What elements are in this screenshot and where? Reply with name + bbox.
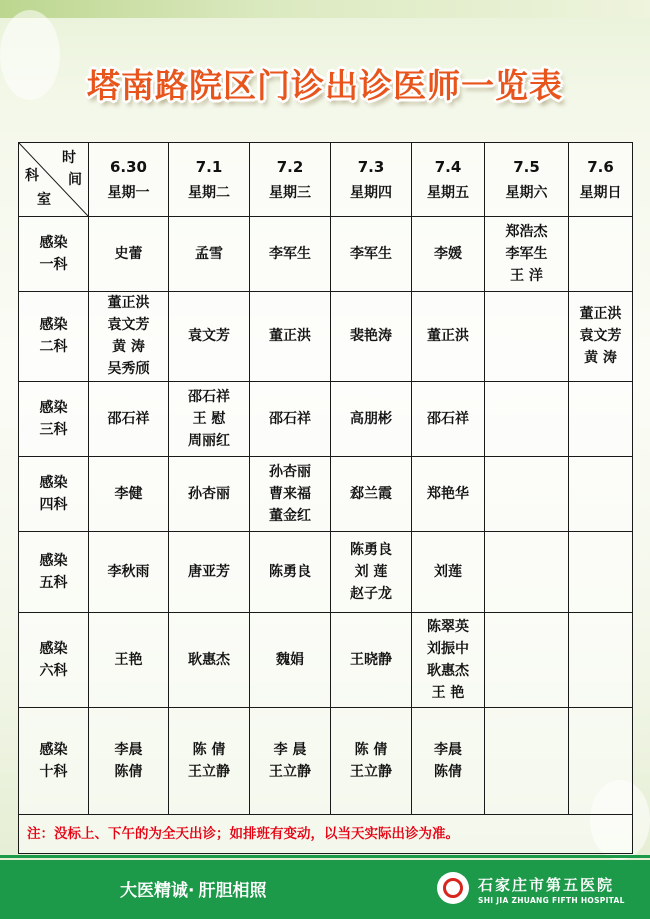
schedule-cell	[89, 291, 169, 381]
doctor-name: 李晨	[114, 741, 143, 758]
schedule-cell	[569, 707, 633, 814]
doctor-name: 曹来福	[269, 485, 311, 502]
schedule-cell	[569, 531, 633, 612]
doctor-name: 王 洋	[510, 267, 543, 284]
schedule-cell	[250, 531, 331, 612]
doctor-name: 李军生	[269, 245, 311, 262]
dept-label: 十科	[39, 763, 68, 780]
table-row	[19, 531, 633, 612]
schedule-cell	[331, 381, 412, 456]
dept-label: 四科	[39, 496, 68, 513]
schedule-cell	[169, 531, 250, 612]
hospital-name-en: SHI JIA ZHUANG FIFTH HOSPITAL	[478, 896, 625, 905]
doctor-name: 史蕾	[114, 245, 143, 262]
schedule-cell	[331, 291, 412, 381]
schedule-cell	[250, 217, 331, 292]
doctor-name: 陈翠英	[427, 618, 469, 635]
schedule-cell	[89, 456, 169, 531]
doctor-name: 邵石祥	[107, 410, 150, 427]
doctor-name: 董金红	[269, 507, 311, 524]
footer-slogan	[120, 876, 266, 901]
schedule-cell	[250, 612, 331, 707]
schedule-cell	[169, 217, 250, 292]
doctor-name: 陈 倩	[192, 741, 226, 758]
doctor-name: 耿惠杰	[188, 651, 230, 668]
corner-jian-label: 间	[68, 172, 82, 188]
doctor-name: 邵石祥	[269, 410, 311, 427]
doctor-name: 周丽红	[188, 432, 230, 449]
schedule-cell	[331, 612, 412, 707]
doctor-name: 郑艳华	[427, 485, 469, 502]
doctor-name: 陈勇良	[269, 563, 311, 580]
schedule-cell	[485, 531, 569, 612]
dept-label: 感染	[39, 474, 68, 491]
schedule-note: 注：没标上、下午的为全天出诊；如排班有变动，以当天实际出诊为准。	[19, 815, 633, 854]
dept-label: 感染	[39, 640, 68, 657]
doctor-name: 李晨	[434, 741, 462, 758]
dept-cell	[19, 291, 89, 381]
doctor-name: 刘 莲	[354, 563, 388, 580]
schedule-cell	[485, 707, 569, 814]
schedule-cell	[169, 381, 250, 456]
schedule-cell	[485, 612, 569, 707]
page-title: 塔南路院区门诊出诊医师一览表	[87, 66, 563, 105]
schedule-cell	[569, 291, 633, 381]
doctor-name: 吴秀颀	[107, 361, 150, 378]
doctor-name: 董正洪	[579, 306, 622, 323]
doctor-name: 赵子龙	[350, 585, 392, 602]
doctor-name: 黄 涛	[584, 350, 617, 367]
dept-label: 三科	[39, 421, 68, 438]
schedule-table	[18, 142, 633, 854]
schedule-cell	[485, 456, 569, 531]
schedule-cell	[331, 217, 412, 292]
doctor-name: 李媛	[434, 245, 462, 262]
table-row	[19, 456, 633, 531]
schedule-cell	[412, 612, 485, 707]
doctor-name: 孟雪	[195, 245, 223, 262]
hospital-name-cn: 石家庄市第五医院	[478, 876, 615, 894]
doctor-name: 高朋彬	[350, 410, 392, 427]
slogan-part-a: 大医精诚	[120, 881, 188, 901]
dept-label: 一科	[39, 256, 68, 273]
schedule-cell	[331, 707, 412, 814]
schedule-cell	[89, 381, 169, 456]
doctor-name: 王艳	[114, 651, 143, 668]
doctor-name: 陈勇良	[350, 541, 392, 558]
dept-label: 感染	[39, 741, 68, 758]
doctor-name: 陈倩	[114, 763, 143, 780]
schedule-cell	[485, 217, 569, 292]
schedule-cell	[569, 381, 633, 456]
day-header: 7.3 星期四	[331, 143, 412, 217]
doctor-name: 李军生	[505, 245, 548, 262]
doctor-name: 陈 倩	[354, 741, 388, 758]
doctor-name: 唐亚芳	[188, 563, 230, 580]
note-row	[19, 815, 633, 854]
day-header: 7.4 星期五	[412, 143, 485, 217]
doctor-name: 孙杏丽	[269, 463, 311, 480]
top-decor-band	[0, 0, 650, 18]
schedule-cell	[169, 612, 250, 707]
schedule-cell	[169, 707, 250, 814]
doctor-name: 王立静	[188, 763, 230, 780]
table-row	[19, 707, 633, 814]
dept-label: 五科	[39, 574, 68, 591]
footer-divider	[0, 855, 650, 858]
schedule-cell	[412, 707, 485, 814]
doctor-name: 郄兰霞	[350, 485, 392, 502]
doctor-name: 王立静	[269, 763, 311, 780]
dept-label: 感染	[39, 317, 68, 334]
dept-cell	[19, 707, 89, 814]
dept-label: 六科	[39, 662, 68, 679]
schedule-cell	[569, 612, 633, 707]
schedule-cell	[569, 217, 633, 292]
hospital-logo-icon	[437, 872, 469, 904]
slogan-part-b: 肝胆相照	[198, 881, 267, 901]
table-row	[19, 291, 633, 381]
schedule-cell	[485, 381, 569, 456]
corner-room-label: 室	[37, 192, 51, 208]
schedule-cell	[169, 291, 250, 381]
doctor-name: 刘振中	[427, 640, 469, 657]
doctor-name: 邵石祥	[427, 410, 469, 427]
table-row	[19, 612, 633, 707]
day-header: 7.5 星期六	[485, 143, 569, 217]
table-row	[19, 217, 633, 292]
dept-cell	[19, 217, 89, 292]
doctor-name: 董正洪	[269, 328, 311, 345]
doctor-name: 李军生	[350, 245, 392, 262]
doctor-name: 董正洪	[107, 295, 150, 312]
doctor-name: 裴艳涛	[350, 328, 392, 345]
doctor-name: 袁文芳	[579, 328, 622, 345]
schedule-cell	[169, 456, 250, 531]
doctor-name: 孙杏丽	[188, 485, 230, 502]
schedule-cell	[250, 707, 331, 814]
doctor-name: 李秋雨	[107, 563, 150, 580]
schedule-cell	[89, 217, 169, 292]
day-header: 6.30 星期一	[89, 143, 169, 217]
dept-cell	[19, 456, 89, 531]
slogan-separator: ·	[188, 881, 195, 901]
schedule-cell	[412, 217, 485, 292]
doctor-name: 李 晨	[273, 741, 307, 758]
header-row	[19, 143, 633, 217]
dept-label: 感染	[39, 234, 68, 251]
doctor-name: 李健	[114, 485, 143, 502]
doctor-name: 袁文芳	[107, 317, 150, 334]
table-row	[19, 381, 633, 456]
doctor-name: 王 慰	[192, 410, 226, 427]
doctor-name: 魏娟	[276, 651, 304, 668]
day-header: 7.6 星期日	[569, 143, 633, 217]
corner-dept-label: 科	[25, 168, 39, 184]
doctor-name: 董正洪	[427, 328, 469, 345]
doctor-name: 耿惠杰	[427, 662, 469, 679]
schedule-cell	[250, 381, 331, 456]
doctor-name: 刘莲	[434, 563, 462, 580]
schedule-cell	[250, 456, 331, 531]
schedule-cell	[89, 612, 169, 707]
doctor-name: 王晓静	[350, 651, 392, 668]
dept-cell	[19, 531, 89, 612]
dept-cell	[19, 381, 89, 456]
schedule-cell	[569, 456, 633, 531]
dept-label: 感染	[39, 399, 68, 416]
dept-label: 二科	[39, 339, 68, 356]
schedule-cell	[250, 291, 331, 381]
doctor-name: 黄 涛	[112, 339, 145, 356]
corner-time-label: 时	[62, 150, 76, 166]
schedule-cell	[412, 291, 485, 381]
doctor-name: 陈倩	[434, 763, 462, 780]
schedule-cell	[485, 291, 569, 381]
schedule-cell	[412, 531, 485, 612]
schedule-cell	[412, 456, 485, 531]
schedule-cell	[331, 456, 412, 531]
dept-cell	[19, 612, 89, 707]
corner-header-cell	[19, 143, 89, 217]
schedule-cell	[412, 381, 485, 456]
day-header: 7.1 星期二	[169, 143, 250, 217]
doctor-name: 邵石祥	[188, 388, 230, 405]
doctor-name: 王立静	[350, 763, 392, 780]
schedule-cell	[89, 707, 169, 814]
dept-label: 感染	[39, 552, 68, 569]
doctor-name: 袁文芳	[188, 328, 230, 345]
day-header: 7.2 星期三	[250, 143, 331, 217]
schedule-cell	[331, 531, 412, 612]
doctor-name: 王 艳	[431, 684, 465, 701]
doctor-name: 郑浩杰	[505, 223, 548, 240]
schedule-cell	[89, 531, 169, 612]
